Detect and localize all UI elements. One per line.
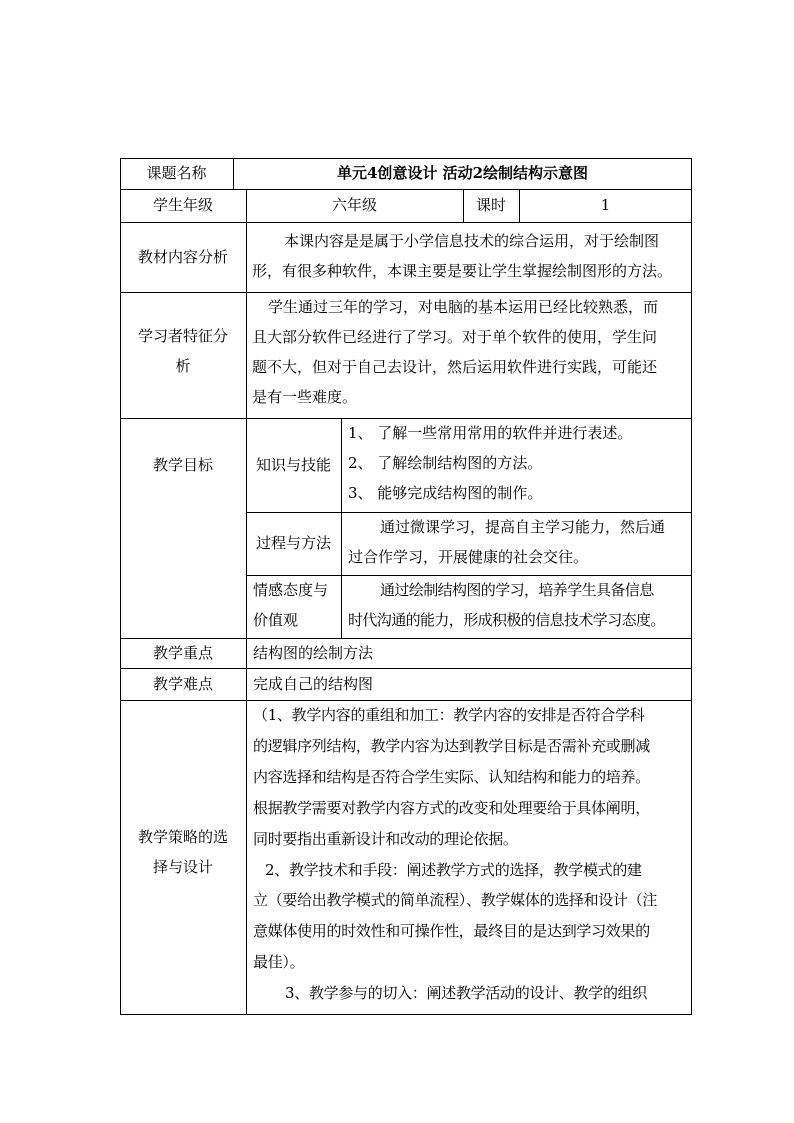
process-method-label: 过程与方法 [255, 534, 331, 552]
title-label: 课题名称 [146, 164, 207, 182]
rule [246, 189, 247, 1015]
emotion-values-label [253, 575, 341, 638]
text-line: 同时要指出重新设计和改动的理论依据。 [253, 829, 518, 848]
rule [120, 1014, 692, 1015]
hours-label: 课时 [475, 196, 506, 214]
text-line: （1、教学内容的重组和加工：教学内容的安排是否符合学科 [253, 706, 645, 724]
text-line: 根据教学需要对教学内容方式的改变和处理要给于具体阐明， [253, 798, 650, 817]
text-line: 是有一些难度。 [252, 388, 358, 406]
grade-label: 学生年级 [152, 196, 213, 214]
text-line: 学生通过三年的学习，对电脑的基本运用已经比较熟悉，而 [268, 298, 659, 316]
rule [691, 158, 692, 1015]
objective-item: 1、 了解一些常用常用的软件并进行表述。 [348, 424, 633, 442]
text-line: 通过绘制结构图的学习，培养学生具备信息 [380, 581, 654, 599]
learner-analysis-label [120, 292, 246, 418]
emotion-values-text [348, 575, 691, 638]
rule [341, 418, 342, 639]
text-line: 形，有很多种软件，本课主要是要让学生掌握绘制图形的方法。 [252, 262, 673, 280]
content-analysis-label: 教材内容分析 [137, 248, 228, 266]
text-line: 内容选择和结构是否符合学生实际、认知结构和能力的培养。 [253, 767, 650, 786]
key-point-value: 结构图的绘制方法 [253, 644, 374, 662]
objectives-label: 教学目标 [152, 456, 213, 474]
knowledge-skills-text [348, 418, 690, 512]
text-line: 意媒体使用的时效性和可操作性，最终目的是达到学习效果的 [253, 922, 650, 941]
label-line: 情感态度与 [253, 581, 329, 599]
text-line: 本课内容是是属于小学信息技术的综合运用，对于绘制图 [284, 232, 660, 250]
hours-value: 1 [600, 196, 611, 214]
label-line: 价值观 [253, 611, 299, 629]
lesson-plan-table [120, 158, 692, 1015]
text-line: 过合作学习，开展健康的社会交往。 [348, 548, 589, 566]
text-line: 2、教学技术和手段：阐述教学方式的选择，教学模式的建 [265, 860, 642, 879]
content-analysis-text [252, 222, 690, 292]
text-line: 立（要给出教学模式的简单流程）、教学媒体的选择和设计（注 [253, 891, 658, 910]
strategy-label [120, 700, 246, 1014]
text-line: 时代沟通的能力，形成积极的信息技术学习态度。 [348, 611, 665, 629]
strategy-text [253, 700, 690, 1014]
text-line: 通过微课学习，提高自主学习能力，然后通 [380, 518, 666, 536]
lesson-title: 单元4创意设计 活动2绘制结构示意图 [336, 164, 589, 182]
text-line: 题不大，但对于自己去设计，然后运用软件进行实践，可能还 [252, 358, 658, 376]
difficulty-value: 完成自己的结构图 [253, 675, 374, 693]
label-line: 择与设计 [152, 858, 213, 876]
grade-value: 六年级 [331, 196, 377, 214]
learner-analysis-text [252, 292, 690, 418]
text-line: 最佳）。 [253, 953, 305, 972]
text-line: 3、教学参与的切入：阐述教学活动的设计、教学的组织 [285, 984, 648, 1003]
text-line: 的逻辑序列结构，教学内容为达到教学目标是否需补充或删减 [253, 736, 650, 755]
difficulty-label: 教学难点 [152, 675, 213, 693]
text-line: 且大部分软件已经进行了学习。对于单个软件的使用，学生问 [252, 328, 658, 346]
key-point-label: 教学重点 [152, 644, 213, 662]
objective-item: 2、 了解绘制结构图的方法。 [348, 454, 543, 472]
label-line: 析 [175, 357, 191, 375]
process-method-text [348, 512, 690, 575]
label-line: 教学策略的选 [137, 828, 228, 846]
objective-item: 3、 能够完成结构图的制作。 [348, 484, 543, 502]
label-line: 学习者特征分 [137, 327, 228, 345]
knowledge-skills-label: 知识与技能 [255, 456, 331, 474]
